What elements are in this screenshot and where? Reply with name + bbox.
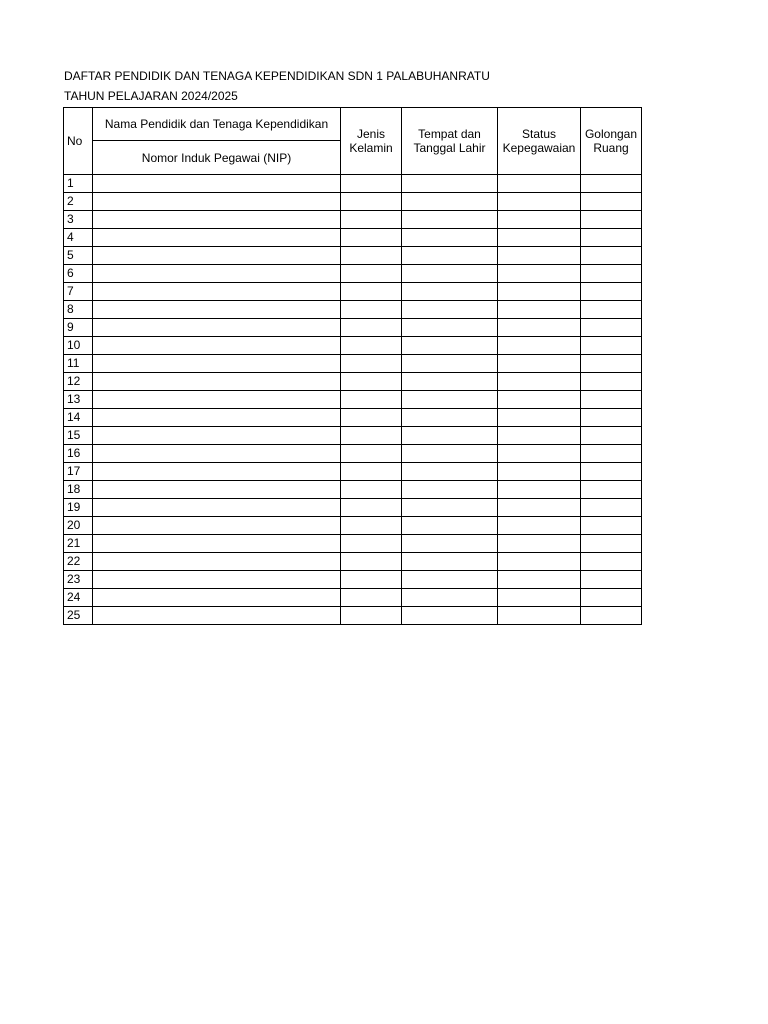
staff-roster-table	[63, 107, 642, 625]
cell-nama	[93, 355, 341, 373]
cell-nama	[93, 481, 341, 499]
cell-golongan-ruang	[581, 499, 642, 517]
cell-no: 18	[64, 481, 93, 499]
cell-tempat-tanggal-lahir	[402, 607, 498, 625]
cell-nama	[93, 589, 341, 607]
cell-jenis-kelamin	[341, 319, 402, 337]
header-jenis-kelamin	[341, 108, 402, 175]
cell-tempat-tanggal-lahir	[402, 535, 498, 553]
cell-nama	[93, 553, 341, 571]
cell-golongan-ruang	[581, 319, 642, 337]
cell-status-kepegawaian	[498, 463, 581, 481]
cell-jenis-kelamin	[341, 229, 402, 247]
cell-jenis-kelamin	[341, 535, 402, 553]
cell-golongan-ruang	[581, 409, 642, 427]
cell-tempat-tanggal-lahir	[402, 355, 498, 373]
cell-nama	[93, 229, 341, 247]
header-status-kepegawaian-line-1: Status	[521, 127, 557, 141]
table-row	[64, 229, 642, 247]
cell-jenis-kelamin	[341, 265, 402, 283]
cell-golongan-ruang	[581, 517, 642, 535]
cell-tempat-tanggal-lahir	[402, 463, 498, 481]
cell-status-kepegawaian	[498, 571, 581, 589]
cell-status-kepegawaian	[498, 229, 581, 247]
cell-golongan-ruang	[581, 355, 642, 373]
cell-status-kepegawaian	[498, 517, 581, 535]
table-row	[64, 247, 642, 265]
cell-no: 1	[64, 175, 93, 193]
cell-jenis-kelamin	[341, 499, 402, 517]
header-tempat-tanggal-lahir-line-1: Tempat dan	[418, 127, 481, 141]
header-status-kepegawaian	[498, 108, 581, 175]
cell-nama	[93, 211, 341, 229]
cell-nama	[93, 337, 341, 355]
cell-no: 8	[64, 301, 93, 319]
cell-nama	[93, 265, 341, 283]
cell-status-kepegawaian	[498, 301, 581, 319]
cell-golongan-ruang	[581, 229, 642, 247]
cell-status-kepegawaian	[498, 355, 581, 373]
cell-no: 9	[64, 319, 93, 337]
cell-no: 20	[64, 517, 93, 535]
cell-nama	[93, 193, 341, 211]
table-row	[64, 463, 642, 481]
cell-golongan-ruang	[581, 463, 642, 481]
cell-nama	[93, 301, 341, 319]
cell-nama	[93, 391, 341, 409]
cell-golongan-ruang	[581, 265, 642, 283]
cell-nama	[93, 427, 341, 445]
document-title: DAFTAR PENDIDIK DAN TENAGA KEPENDIDIKAN SDN 1 PALABUHANRATU	[64, 69, 490, 83]
table-row	[64, 319, 642, 337]
cell-status-kepegawaian	[498, 499, 581, 517]
cell-no: 22	[64, 553, 93, 571]
cell-golongan-ruang	[581, 445, 642, 463]
cell-jenis-kelamin	[341, 517, 402, 535]
cell-golongan-ruang	[581, 337, 642, 355]
cell-tempat-tanggal-lahir	[402, 427, 498, 445]
cell-no: 5	[64, 247, 93, 265]
cell-jenis-kelamin	[341, 355, 402, 373]
cell-status-kepegawaian	[498, 175, 581, 193]
cell-nama	[93, 247, 341, 265]
cell-no: 14	[64, 409, 93, 427]
cell-no: 21	[64, 535, 93, 553]
cell-golongan-ruang	[581, 301, 642, 319]
cell-status-kepegawaian	[498, 607, 581, 625]
cell-jenis-kelamin	[341, 247, 402, 265]
cell-tempat-tanggal-lahir	[402, 319, 498, 337]
cell-golongan-ruang	[581, 391, 642, 409]
cell-golongan-ruang	[581, 175, 642, 193]
header-tempat-tanggal-lahir-line-2: Tanggal Lahir	[413, 141, 486, 155]
cell-no: 17	[64, 463, 93, 481]
cell-jenis-kelamin	[341, 391, 402, 409]
header-golongan-ruang-line-1: Golongan	[584, 127, 638, 141]
cell-status-kepegawaian	[498, 265, 581, 283]
table-header-row	[64, 108, 642, 141]
table-row	[64, 607, 642, 625]
cell-no: 4	[64, 229, 93, 247]
cell-tempat-tanggal-lahir	[402, 553, 498, 571]
cell-no: 15	[64, 427, 93, 445]
cell-tempat-tanggal-lahir	[402, 517, 498, 535]
cell-golongan-ruang	[581, 283, 642, 301]
cell-jenis-kelamin	[341, 193, 402, 211]
cell-tempat-tanggal-lahir	[402, 301, 498, 319]
cell-status-kepegawaian	[498, 481, 581, 499]
cell-tempat-tanggal-lahir	[402, 499, 498, 517]
cell-jenis-kelamin	[341, 211, 402, 229]
cell-jenis-kelamin	[341, 373, 402, 391]
cell-jenis-kelamin	[341, 463, 402, 481]
cell-status-kepegawaian	[498, 211, 581, 229]
table-row	[64, 589, 642, 607]
header-jenis-kelamin-line-2: Kelamin	[349, 141, 393, 155]
cell-status-kepegawaian	[498, 373, 581, 391]
cell-jenis-kelamin	[341, 481, 402, 499]
cell-golongan-ruang	[581, 193, 642, 211]
cell-status-kepegawaian	[498, 409, 581, 427]
cell-jenis-kelamin	[341, 553, 402, 571]
cell-golongan-ruang	[581, 247, 642, 265]
cell-nama	[93, 373, 341, 391]
table-row	[64, 265, 642, 283]
header-tempat-tanggal-lahir	[402, 108, 498, 175]
cell-status-kepegawaian	[498, 553, 581, 571]
table-row	[64, 481, 642, 499]
cell-golongan-ruang	[581, 589, 642, 607]
cell-no: 24	[64, 589, 93, 607]
cell-nama	[93, 499, 341, 517]
cell-no: 11	[64, 355, 93, 373]
cell-jenis-kelamin	[341, 409, 402, 427]
cell-tempat-tanggal-lahir	[402, 409, 498, 427]
cell-status-kepegawaian	[498, 445, 581, 463]
cell-golongan-ruang	[581, 535, 642, 553]
cell-golongan-ruang	[581, 553, 642, 571]
cell-nama	[93, 571, 341, 589]
header-nip: Nomor Induk Pegawai (NIP)	[93, 141, 341, 175]
cell-tempat-tanggal-lahir	[402, 265, 498, 283]
cell-no: 19	[64, 499, 93, 517]
cell-jenis-kelamin	[341, 589, 402, 607]
table-row	[64, 373, 642, 391]
table-row	[64, 535, 642, 553]
cell-golongan-ruang	[581, 211, 642, 229]
cell-status-kepegawaian	[498, 535, 581, 553]
cell-nama	[93, 409, 341, 427]
table-row	[64, 427, 642, 445]
cell-tempat-tanggal-lahir	[402, 229, 498, 247]
header-golongan-ruang	[581, 108, 642, 175]
cell-no: 10	[64, 337, 93, 355]
cell-tempat-tanggal-lahir	[402, 571, 498, 589]
table-row	[64, 409, 642, 427]
cell-nama	[93, 463, 341, 481]
cell-no: 25	[64, 607, 93, 625]
table-row	[64, 445, 642, 463]
cell-jenis-kelamin	[341, 607, 402, 625]
cell-no: 23	[64, 571, 93, 589]
table-row	[64, 517, 642, 535]
table-row	[64, 175, 642, 193]
cell-nama	[93, 607, 341, 625]
header-golongan-ruang-line-2: Ruang	[593, 141, 629, 155]
cell-golongan-ruang	[581, 427, 642, 445]
cell-jenis-kelamin	[341, 445, 402, 463]
table-row	[64, 553, 642, 571]
cell-jenis-kelamin	[341, 337, 402, 355]
header-nama: Nama Pendidik dan Tenaga Kependidikan	[93, 108, 341, 141]
cell-nama	[93, 283, 341, 301]
cell-tempat-tanggal-lahir	[402, 247, 498, 265]
cell-nama	[93, 535, 341, 553]
cell-jenis-kelamin	[341, 301, 402, 319]
cell-status-kepegawaian	[498, 391, 581, 409]
header-status-kepegawaian-line-2: Kepegawaian	[502, 141, 576, 155]
table-row	[64, 193, 642, 211]
cell-tempat-tanggal-lahir	[402, 175, 498, 193]
header-jenis-kelamin-line-1: Jenis	[356, 127, 385, 141]
cell-tempat-tanggal-lahir	[402, 193, 498, 211]
cell-status-kepegawaian	[498, 283, 581, 301]
table-row	[64, 337, 642, 355]
cell-no: 13	[64, 391, 93, 409]
cell-tempat-tanggal-lahir	[402, 391, 498, 409]
cell-tempat-tanggal-lahir	[402, 589, 498, 607]
cell-golongan-ruang	[581, 373, 642, 391]
cell-tempat-tanggal-lahir	[402, 211, 498, 229]
cell-no: 2	[64, 193, 93, 211]
table-row	[64, 283, 642, 301]
cell-jenis-kelamin	[341, 571, 402, 589]
cell-status-kepegawaian	[498, 337, 581, 355]
cell-tempat-tanggal-lahir	[402, 445, 498, 463]
cell-jenis-kelamin	[341, 427, 402, 445]
cell-tempat-tanggal-lahir	[402, 373, 498, 391]
cell-golongan-ruang	[581, 607, 642, 625]
cell-jenis-kelamin	[341, 175, 402, 193]
cell-golongan-ruang	[581, 481, 642, 499]
table-row	[64, 571, 642, 589]
cell-no: 3	[64, 211, 93, 229]
cell-no: 12	[64, 373, 93, 391]
table-row	[64, 211, 642, 229]
cell-tempat-tanggal-lahir	[402, 337, 498, 355]
cell-nama	[93, 175, 341, 193]
table-row	[64, 499, 642, 517]
cell-status-kepegawaian	[498, 589, 581, 607]
document-subtitle: TAHUN PELAJARAN 2024/2025	[64, 89, 238, 103]
cell-nama	[93, 445, 341, 463]
table-row	[64, 301, 642, 319]
cell-nama	[93, 517, 341, 535]
cell-no: 16	[64, 445, 93, 463]
cell-nama	[93, 319, 341, 337]
cell-no: 7	[64, 283, 93, 301]
cell-status-kepegawaian	[498, 247, 581, 265]
cell-no: 6	[64, 265, 93, 283]
cell-status-kepegawaian	[498, 427, 581, 445]
cell-status-kepegawaian	[498, 193, 581, 211]
cell-status-kepegawaian	[498, 319, 581, 337]
cell-tempat-tanggal-lahir	[402, 283, 498, 301]
cell-tempat-tanggal-lahir	[402, 481, 498, 499]
table-row	[64, 391, 642, 409]
header-no: No	[64, 108, 93, 175]
cell-jenis-kelamin	[341, 283, 402, 301]
table-row	[64, 355, 642, 373]
cell-golongan-ruang	[581, 571, 642, 589]
